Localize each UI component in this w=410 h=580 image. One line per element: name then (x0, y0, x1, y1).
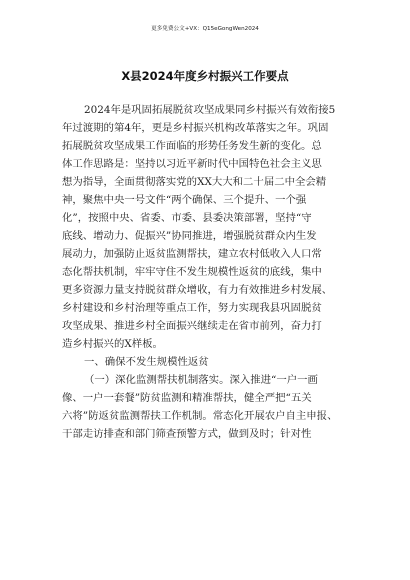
body-line: 底线、增动力、促振兴”协同推进，增强脱贫群众内生发 (62, 230, 317, 242)
header-watermark: 更多免费公文+VX：Q15eGongWen2024 (151, 26, 259, 32)
body-line: 乡村建设和乡村治理等重点工作，努力实现我县巩固脱贫 (62, 302, 322, 314)
body-line: 六将”防返贫监测帮扶工作机制。常态化开展农户自主申报、 (62, 410, 338, 422)
body-line: 体工作思路是：坚持以习近平新时代中国特色社会主义思 (62, 158, 322, 170)
body-line: 2024年是巩固拓展脱贫攻坚成果同乡村振兴有效衔接5 (84, 104, 336, 116)
body-line: 化”，按照中央、省委、市委、县委决策部署，坚持“守 (62, 212, 312, 224)
subsection-line: （一）深化监测帮扶机制落实。深入推进“一户一画 (84, 374, 318, 386)
body-line: 想为指导，全面贯彻落实党的XX大大和二十届二中全会精 (62, 176, 327, 188)
body-line: 像、一户一套餐”防贫监测和精准帮扶，健全严把“五关 (62, 392, 312, 404)
body-line: 神，聚焦中央一号文件“两个确保、三个提升、一个强 (62, 194, 307, 206)
section-heading: 一、确保不发生规模性返贫 (84, 356, 209, 368)
body-line: 拓展脱贫攻坚成果工作面临的形势任务发生新的变化。总 (62, 140, 322, 152)
body-line: 更多资源力量支持脱贫群众增收，有力有效推进乡村发展、 (62, 284, 333, 296)
document-title: X县2024年度乡村振兴工作要点 (121, 69, 289, 83)
body-line: 攻坚成果、推进乡村全面振兴继续走在省市前列，奋力打 (62, 320, 322, 332)
body-line: 造乡村振兴的X样板。 (62, 338, 163, 350)
body-line: 展动力，加强防止返贫监测帮扶，建立农村低收入人口常 (62, 248, 322, 260)
body-line: 态化帮扶机制，牢牢守住不发生规模性返贫的底线，集中 (62, 266, 322, 278)
body-line: 干部走访排查和部门筛查预警方式，做到及时；针对性 (62, 428, 312, 440)
body-line: 年过渡期的第4年，更是乡村振兴机构改革落实之年。巩固 (62, 122, 329, 134)
